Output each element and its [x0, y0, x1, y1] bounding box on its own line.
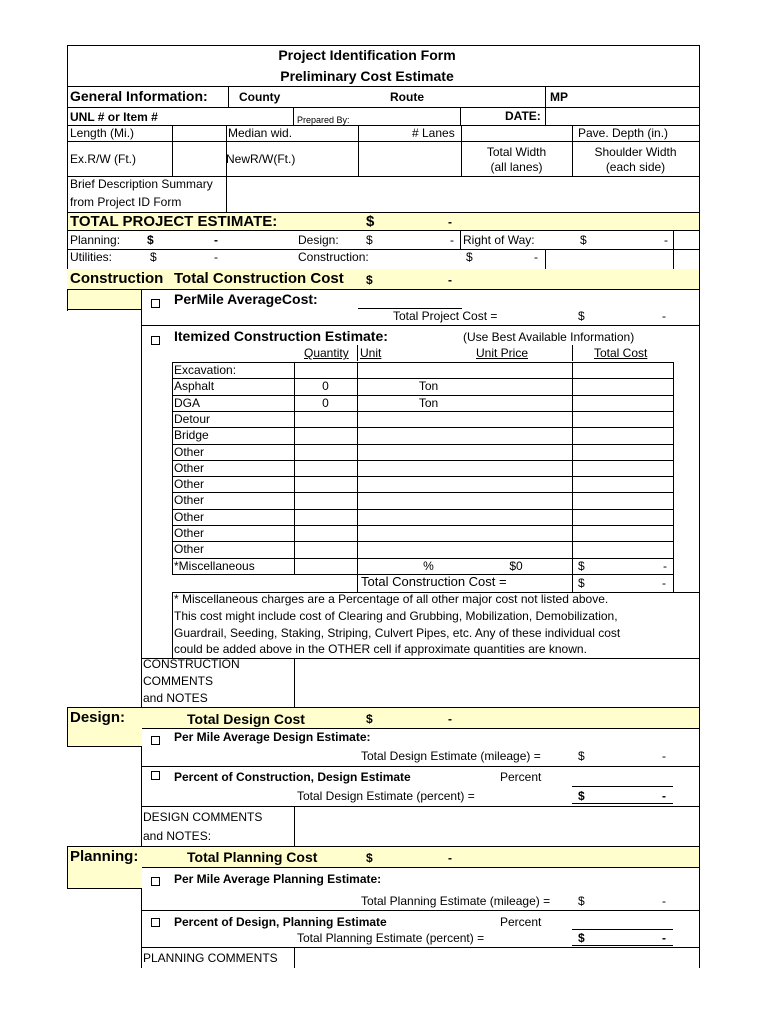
design-percent-dollar: $ [578, 789, 585, 803]
design-mileage-value: - [662, 749, 666, 763]
total-project-dollar: $ [366, 213, 375, 230]
planning-comments-label: PLANNING COMMENTS [143, 951, 278, 965]
unit-price-header: Unit Price [476, 346, 529, 360]
construction-label: Construction: [298, 250, 369, 264]
misc-note-4: could be added above in the OTHER cell if approximate quantities are known. [174, 642, 587, 656]
misc-note-2: This cost might include cost of Clearing and Grubbing, Mobilization, Demobilization, [174, 609, 618, 623]
items-cell-item: Other [174, 493, 205, 507]
construction-comments-3: and NOTES [143, 691, 208, 705]
items-cell-price[interactable]: $0 [509, 559, 523, 573]
planning-percent-checkbox[interactable] [151, 918, 160, 927]
construction-comments-1: CONSTRUCTION [143, 657, 240, 671]
total-design-cost-label: Total Design Cost [187, 711, 305, 727]
items-cell-total[interactable]: $ [578, 559, 585, 573]
brief-description-label: Brief Description Summary [70, 177, 213, 191]
total-project-cost-label: Total Project Cost = [393, 309, 498, 323]
planning-total-value: - [448, 851, 452, 865]
planning-label: Planning: [70, 233, 121, 247]
total-project-value: - [448, 215, 452, 229]
planning-comments-field[interactable] [296, 949, 696, 967]
right-of-way-label: Right of Way: [463, 233, 535, 247]
construction-total-dollar: $ [366, 273, 373, 287]
exrw-label: Ex.R/W (Ft.) [70, 152, 136, 166]
lanes-label: # Lanes [412, 126, 455, 140]
design-per-mile-label: Per Mile Average Design Estimate: [174, 730, 371, 744]
unl-label: UNL # or Item # [70, 110, 158, 124]
total-construction-eq-value: - [662, 576, 666, 590]
items-cell-item: Excavation: [174, 363, 237, 377]
total-cost-header: Total Cost [594, 346, 648, 360]
planning-mileage-label: Total Planning Estimate (mileage) = [361, 894, 551, 908]
quantity-header: Quantity [304, 346, 349, 360]
total-width-label: Total Width [486, 145, 547, 159]
construction-comments-field[interactable] [296, 660, 696, 705]
misc-note-1: * Miscellaneous charges are a Percentage of all other major cost not listed above. [174, 592, 609, 606]
items-cell-item: Detour [174, 412, 211, 426]
county-label: County [239, 90, 281, 104]
planning-percent-dollar: $ [578, 931, 585, 945]
planning-dollar: $ [147, 233, 154, 247]
design-label: Design: [298, 233, 339, 247]
planning-percent-total-label: Total Planning Estimate (percent) = [297, 931, 485, 945]
misc-note-3: Guardrail, Seeding, Staking, Striping, Culvert Pipes, etc. Any of these individual cost [174, 626, 621, 640]
total-width-sub: (all lanes) [490, 160, 543, 174]
items-cell-unit[interactable]: % [423, 559, 434, 573]
prepared-by-label: Prepared By: [297, 115, 350, 125]
per-mile-label: PerMile AverageCost: [174, 291, 318, 307]
newrw-label: NewR/W(Ft.) [226, 152, 296, 166]
construction-total-value: - [448, 273, 452, 287]
construction-value: - [534, 250, 538, 264]
items-cell-item: DGA [174, 396, 201, 410]
total-planning-cost-label: Total Planning Cost [187, 849, 318, 865]
planning-mileage-dollar: $ [578, 894, 585, 908]
planning-percent-title: Percent of Design, Planning Estimate [174, 915, 387, 929]
itemized-checkbox[interactable] [151, 336, 160, 345]
design-total-dollar: $ [366, 712, 373, 726]
design-per-mile-checkbox[interactable] [151, 736, 160, 745]
design-percent-checkbox[interactable] [151, 771, 160, 780]
items-cell-item: Asphalt [174, 379, 215, 393]
design-dollar: $ [366, 233, 373, 247]
shoulder-width-label: Shoulder Width [594, 145, 677, 159]
planning-value: - [214, 233, 218, 247]
best-info-label: (Use Best Available Information) [463, 330, 635, 344]
design-percent-title: Percent of Construction, Design Estimate [174, 770, 411, 784]
planning-per-mile-checkbox[interactable] [151, 877, 160, 886]
total-construction-cost-eq: Total Construction Cost = [361, 574, 507, 589]
utilities-value: - [214, 250, 218, 264]
total-project-cost-dollar: $ [578, 309, 585, 323]
planning-percent-label: Percent [500, 915, 542, 929]
right-of-way-dollar: $ [580, 233, 587, 247]
pave-depth-label: Pave. Depth (in.) [578, 126, 669, 140]
length-label: Length (Mi.) [70, 126, 135, 140]
general-info-label: General Information: [70, 88, 208, 104]
total-construction-cost-label: Total Construction Cost [174, 270, 344, 287]
items-cell-item: Other [174, 510, 205, 524]
right-of-way-value: - [664, 233, 668, 247]
total-construction-eq-dollar: $ [578, 576, 585, 590]
design-total-value: - [448, 712, 452, 726]
planning-percent-value: - [662, 931, 666, 945]
design-value: - [450, 233, 454, 247]
design-comments-2: and NOTES: [143, 829, 212, 843]
total-project-cost-value: - [662, 309, 666, 323]
itemized-label: Itemized Construction Estimate: [174, 328, 388, 344]
utilities-label: Utilities: [70, 250, 113, 264]
design-comments-1: DESIGN COMMENTS [143, 810, 263, 824]
items-cell-item: Bridge [174, 428, 209, 442]
items-cell-qty[interactable]: 0 [322, 379, 329, 393]
items-cell-item: Other [174, 526, 205, 540]
form-subtitle: Preliminary Cost Estimate [280, 68, 454, 84]
planning-per-mile-label: Per Mile Average Planning Estimate: [174, 872, 382, 886]
shoulder-width-sub: (each side) [605, 160, 666, 174]
mp-label: MP [550, 90, 568, 104]
total-project-estimate-label: TOTAL PROJECT ESTIMATE: [70, 213, 278, 230]
brief-description-sub: from Project ID Form [70, 195, 182, 209]
per-mile-checkbox[interactable] [151, 299, 160, 308]
design-section-label: Design: [70, 709, 126, 726]
items-cell-misc-dash: - [663, 559, 667, 573]
items-cell-unit[interactable]: Ton [418, 379, 439, 393]
planning-total-dollar: $ [366, 851, 373, 865]
form-title: Project Identification Form [278, 47, 456, 63]
planning-section-label: Planning: [70, 848, 139, 865]
planning-mileage-value: - [662, 894, 666, 908]
items-cell-unit[interactable]: Ton [418, 396, 439, 410]
items-cell-item: *Miscellaneous [174, 559, 255, 573]
items-cell-item: Other [174, 542, 205, 556]
construction-dollar: $ [466, 250, 473, 264]
unit-header: Unit [360, 346, 382, 360]
date-label: DATE: [505, 109, 541, 123]
design-mileage-label: Total Design Estimate (mileage) = [361, 749, 541, 763]
design-percent-value: - [662, 789, 666, 803]
design-percent-label: Percent [500, 770, 542, 784]
median-label: Median wid. [228, 126, 293, 140]
items-cell-item: Other [174, 477, 205, 491]
route-label: Route [390, 90, 424, 104]
construction-section-label: Construction [70, 270, 164, 287]
design-mileage-dollar: $ [578, 749, 585, 763]
items-cell-item: Other [174, 445, 205, 459]
items-cell-item: Other [174, 461, 205, 475]
items-cell-qty[interactable]: 0 [322, 396, 329, 410]
design-percent-total-label: Total Design Estimate (percent) = [297, 789, 475, 803]
utilities-dollar: $ [150, 250, 157, 264]
design-comments-field[interactable] [296, 808, 696, 845]
construction-comments-2: COMMENTS [143, 674, 213, 688]
